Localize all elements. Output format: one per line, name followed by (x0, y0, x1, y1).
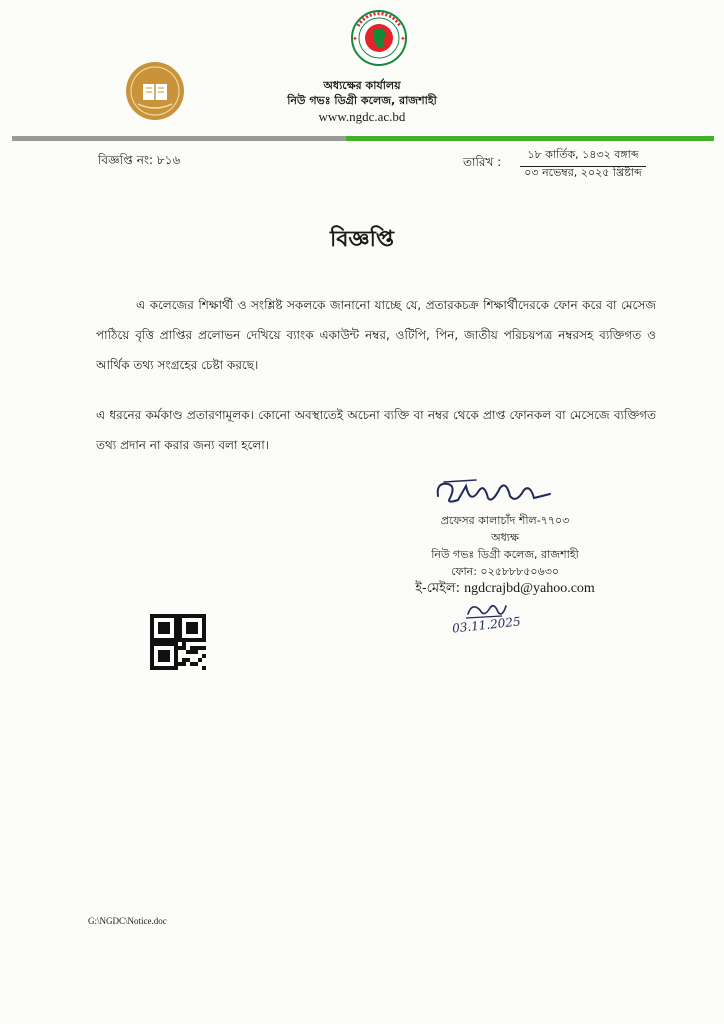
svg-text:✦: ✦ (352, 35, 358, 43)
signature (430, 474, 560, 510)
notice-paragraph-2: এ ধরনের কর্মকাণ্ড প্রতারণামূলক। কোনো অবস্থাতেই অচেনা ব্যক্তি বা নম্বর থেকে প্রাপ্ত ফোনকল বা মেসেজে ব্যক্তিগত তথ্য প্রদান না করার জন্য বলা হলো। (96, 408, 656, 452)
notice-number: বিজ্ঞপ্তি নং: ৮১৬ (98, 153, 181, 167)
signatory-phone: ফোন: ০২৫৮৮৮৫০৬৩০ (450, 565, 560, 578)
date-bangla: ১৮ কার্তিক, ১৪৩২ বঙ্গাব্দ (520, 146, 646, 167)
website-link[interactable]: www.ngdc.ac.bd (318, 109, 406, 124)
date-gregorian: ০৩ নভেম্বর, ২০২৫ খ্রিষ্টাব্দ (524, 166, 642, 179)
signatory-designation: অধ্যক্ষ (491, 531, 519, 544)
email-address[interactable]: ngdcrajbd@yahoo.com (464, 581, 595, 596)
signatory-name: প্রফেসর কালাচাঁদ শীল-৭৭০৩ (440, 514, 570, 527)
letterhead (0, 78, 724, 125)
date-label: তারিখ : (463, 155, 502, 169)
office-name: অধ্যক্ষের কার্যালয় (323, 79, 401, 92)
signatory-email-row (380, 580, 630, 597)
handwritten-date: 03.11.2025 (451, 614, 522, 636)
header-divider-gray (12, 136, 346, 141)
svg-text:✦: ✦ (400, 35, 406, 43)
header-divider-green (346, 136, 714, 141)
file-path: G:\NGDC\Notice.doc (88, 916, 167, 926)
government-seal (344, 8, 414, 68)
college-name: নিউ গভঃ ডিগ্রী কলেজ, রাজশাহী (287, 94, 437, 107)
signatory-college: নিউ গভঃ ডিগ্রী কলেজ, রাজশাহী (431, 548, 579, 561)
notice-title: বিজ্ঞপ্তি (330, 227, 394, 252)
signatory-block (380, 512, 630, 597)
qr-code[interactable] (150, 614, 206, 670)
email-label: ই-মেইল: (415, 581, 460, 596)
notice-paragraph-1: এ কলেজের শিক্ষার্থী ও সংশ্লিষ্ট সকলকে জানানো যাচ্ছে যে, প্রতারকচক্র শিক্ষার্থীদেরকে ফোন করে বা মেসেজ পাঠিয়ে বৃত্তি প্রাপ্তির প্রলোভন দেখিয়ে ব্যাংক একাউন্ট নম্বর, ওটিপি, পিন, জাতীয় পরিচয়পত্র নম্বরসহ ব্যক্তিগত ও আর্থিক তথ্য সংগ্রহের চেষ্টা করছে। (96, 298, 656, 372)
